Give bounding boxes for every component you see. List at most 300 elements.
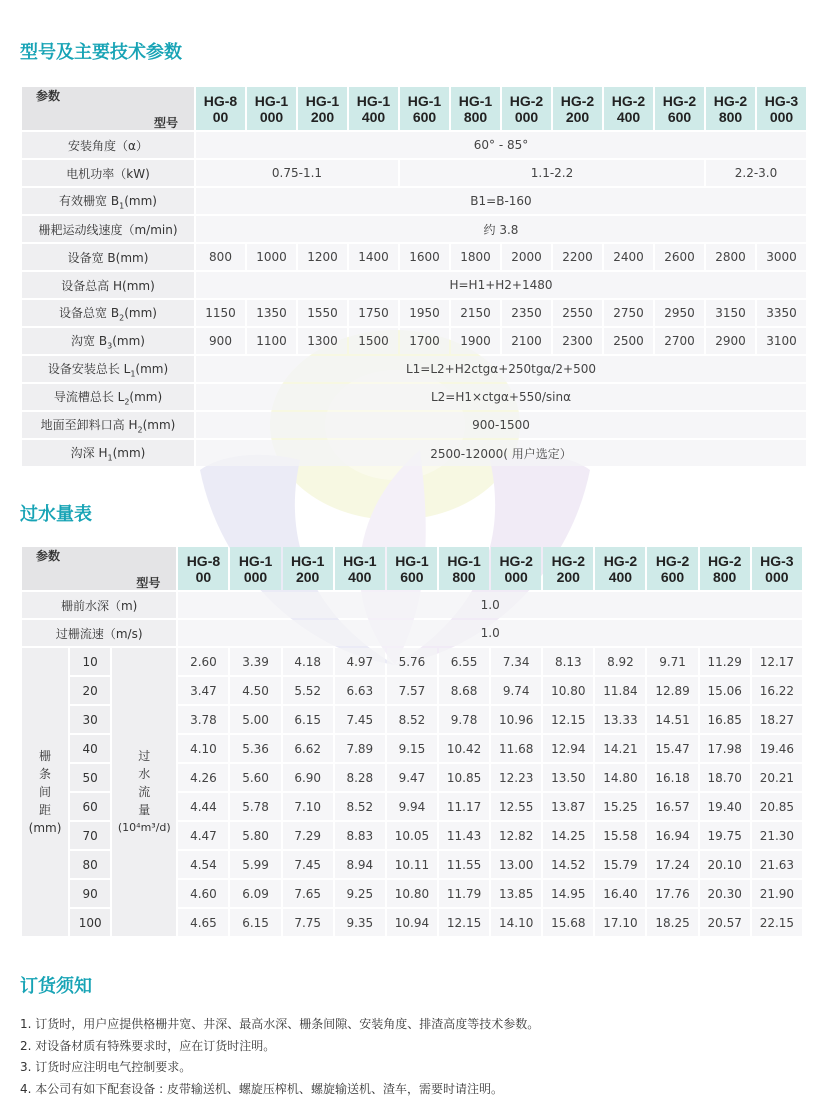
model-name: HG-1000 [254, 92, 289, 125]
row-value: 1.1-2.2 [400, 160, 704, 186]
flow-cell: 20.21 [752, 764, 802, 791]
flow-label-char: 过 [138, 749, 151, 763]
model-header [196, 87, 245, 130]
model-header [655, 87, 704, 130]
model-header [335, 547, 385, 590]
section-title-order: 订货须知 [20, 976, 92, 997]
row-value: 2.2-3.0 [706, 160, 806, 186]
row-label [22, 300, 194, 326]
label-unit: (mm) [124, 193, 157, 208]
row-label [22, 328, 194, 354]
gap-label-char: 距 [39, 803, 52, 817]
gap-value: 60 [70, 793, 110, 820]
flow-cell: 5.80 [230, 822, 280, 849]
flow-cell: 18.25 [647, 909, 697, 936]
flow-cell: 3.47 [178, 677, 228, 704]
flow-label-char: 量 [138, 803, 151, 817]
flow-cell: 11.55 [439, 851, 489, 878]
spec-header-row [22, 87, 806, 130]
flow-cell: 4.54 [178, 851, 228, 878]
row-value: H=H1+H2+1480 [196, 272, 806, 298]
flow-cell: 7.65 [283, 880, 333, 907]
label-text: 沟深 H [70, 445, 108, 460]
flow-cell: 9.35 [335, 909, 385, 936]
flow-cell: 8.52 [335, 793, 385, 820]
row-label [22, 188, 194, 214]
flow-cell: 2.60 [178, 648, 228, 675]
cell: 1100 [247, 328, 296, 354]
flow-cell: 12.15 [439, 909, 489, 936]
flow-cell: 4.97 [335, 648, 385, 675]
note-item: 1. 订货时，用户应提供格栅井宽、井深、最高水深、栅条间隙、安装角度、排渣高度等技术参数。 [20, 1017, 540, 1031]
row-value: L2=H1×ctgα+550/sinα [196, 384, 806, 410]
flow-cell: 12.23 [491, 764, 541, 791]
cell: 1950 [400, 300, 449, 326]
row-speed [22, 216, 806, 242]
cell: 1550 [298, 300, 347, 326]
cell: 2800 [706, 244, 755, 270]
flow-cell: 21.90 [752, 880, 802, 907]
cell: 2000 [502, 244, 551, 270]
flow-cell: 5.76 [387, 648, 437, 675]
cell: 1700 [400, 328, 449, 354]
flow-cell: 9.47 [387, 764, 437, 791]
model-name: HG-1600 [407, 92, 442, 125]
label-sub: 2 [119, 313, 125, 323]
gap-value: 70 [70, 822, 110, 849]
row-angle [22, 132, 806, 158]
flow-cell: 4.26 [178, 764, 228, 791]
gap-value: 20 [70, 677, 110, 704]
model-name: HG-1400 [356, 92, 391, 125]
model-name: HG-1600 [395, 552, 429, 585]
flow-cell: 14.80 [595, 764, 645, 791]
flow-label-char: 流 [138, 785, 151, 799]
row-l2 [22, 384, 806, 410]
flow-cell: 6.15 [283, 706, 333, 733]
spec-table [20, 85, 808, 468]
flow-cell: 14.21 [595, 735, 645, 762]
row-b1 [22, 188, 806, 214]
corner-model-label: 型号 [136, 575, 161, 590]
flow-cell: 10.05 [387, 822, 437, 849]
cell: 2300 [553, 328, 602, 354]
flow-cell: 15.68 [543, 909, 593, 936]
row-label: 栅前水深（m) [22, 592, 176, 618]
flow-cell: 10.80 [387, 880, 437, 907]
row-depth [22, 592, 802, 618]
flow-cell: 11.29 [700, 648, 750, 675]
row-h1 [22, 440, 806, 466]
label-text: 有效栅宽 B [59, 193, 120, 208]
model-name: HG-3000 [760, 552, 794, 585]
model-header [230, 547, 280, 590]
flow-cell: 20.30 [700, 880, 750, 907]
flow-cell: 12.89 [647, 677, 697, 704]
cell: 1150 [196, 300, 245, 326]
model-name: HG-2200 [551, 552, 586, 585]
corner-model-label: 型号 [153, 115, 178, 130]
model-name: HG-1400 [343, 552, 377, 585]
flow-cell: 10.11 [387, 851, 437, 878]
label-unit: (mm) [112, 333, 145, 348]
model-name: HG-1200 [305, 92, 340, 125]
gap-value: 10 [70, 648, 110, 675]
gap-value: 30 [70, 706, 110, 733]
cell: 2150 [451, 300, 500, 326]
cell: 2700 [655, 328, 704, 354]
flow-cell: 4.18 [283, 648, 333, 675]
flow-unit: (10⁴m³/d) [117, 821, 171, 834]
model-header [700, 547, 750, 590]
flow-header-row [22, 547, 802, 590]
flow-cell: 6.62 [283, 735, 333, 762]
flow-cell: 17.24 [647, 851, 697, 878]
row-value: 900-1500 [196, 412, 806, 438]
model-header [706, 87, 755, 130]
cell: 1000 [247, 244, 296, 270]
flow-cell: 16.57 [647, 793, 697, 820]
flow-cell: 13.87 [543, 793, 593, 820]
cell: 2900 [706, 328, 755, 354]
cell: 1750 [349, 300, 398, 326]
note-item: 4. 本公司有如下配套设备 : 皮带输送机、螺旋压榨机、螺旋输送机、渣车，需要时请注明。 [20, 1081, 503, 1096]
flow-cell: 14.25 [543, 822, 593, 849]
corner-cell [22, 87, 194, 130]
gap-label-cell [22, 648, 68, 936]
flow-cell: 17.76 [647, 880, 697, 907]
section-title-specs: 型号及主要技术参数 [20, 42, 182, 63]
flow-cell: 12.17 [752, 648, 802, 675]
cell: 1900 [451, 328, 500, 354]
flow-cell: 7.10 [283, 793, 333, 820]
flow-cell: 4.65 [178, 909, 228, 936]
flow-cell: 7.57 [387, 677, 437, 704]
flow-cell: 13.85 [491, 880, 541, 907]
order-notes [20, 1014, 539, 1100]
flow-cell: 13.33 [595, 706, 645, 733]
gap-label-char: 栅 [39, 749, 52, 763]
row-label [22, 384, 194, 410]
model-header [553, 87, 602, 130]
flow-cell: 16.40 [595, 880, 645, 907]
flow-cell: 12.55 [491, 793, 541, 820]
cell: 1800 [451, 244, 500, 270]
section-title-flow: 过水量表 [20, 504, 92, 525]
cell: 1350 [247, 300, 296, 326]
flow-cell: 10.94 [387, 909, 437, 936]
label-text: 地面至卸料口高 H [40, 417, 138, 432]
row-value: 约 3.8 [196, 216, 806, 242]
flow-cell: 4.44 [178, 793, 228, 820]
flow-cell: 4.60 [178, 880, 228, 907]
row-power [22, 160, 806, 186]
flow-label-cell [112, 648, 176, 936]
gap-value: 40 [70, 735, 110, 762]
cell: 900 [196, 328, 245, 354]
flow-cell: 7.34 [491, 648, 541, 675]
model-name: HG-2000 [499, 552, 533, 585]
flow-cell: 5.52 [283, 677, 333, 704]
row-label [22, 356, 194, 382]
flow-cell: 7.89 [335, 735, 385, 762]
row-b2 [22, 300, 806, 326]
model-header [502, 87, 551, 130]
model-name: HG-1800 [458, 92, 493, 125]
model-name: HG-2400 [603, 552, 638, 585]
gap-label-char: 间 [39, 785, 52, 799]
flow-cell: 16.94 [647, 822, 697, 849]
flow-cell: 17.98 [700, 735, 750, 762]
row-value: 2500-12000( 用户选定） [196, 440, 806, 466]
cell: 2100 [502, 328, 551, 354]
corner-cell [22, 547, 176, 590]
label-sub: 1 [130, 369, 136, 379]
flow-cell: 8.68 [439, 677, 489, 704]
flow-cell: 9.15 [387, 735, 437, 762]
flow-cell: 20.10 [700, 851, 750, 878]
cell: 2200 [553, 244, 602, 270]
flow-cell: 13.50 [543, 764, 593, 791]
flow-cell: 21.30 [752, 822, 802, 849]
cell: 2600 [655, 244, 704, 270]
flow-cell: 9.74 [491, 677, 541, 704]
row-label [22, 440, 194, 466]
flow-cell: 10.42 [439, 735, 489, 762]
cell: 1600 [400, 244, 449, 270]
model-name: HG-2800 [713, 92, 748, 125]
label-sub: 3 [107, 341, 113, 351]
model-name: HG-2600 [655, 552, 690, 585]
flow-cell: 9.25 [335, 880, 385, 907]
flow-cell: 4.10 [178, 735, 228, 762]
model-name: HG-2600 [662, 92, 697, 125]
model-header [757, 87, 806, 130]
flow-cell: 5.36 [230, 735, 280, 762]
flow-cell: 10.85 [439, 764, 489, 791]
flow-cell: 21.63 [752, 851, 802, 878]
flow-cell: 10.80 [543, 677, 593, 704]
model-header [400, 87, 449, 130]
gap-value: 100 [70, 909, 110, 936]
flow-cell: 15.25 [595, 793, 645, 820]
flow-cell: 13.00 [491, 851, 541, 878]
label-text: 设备总宽 B [59, 305, 120, 320]
gap-value: 90 [70, 880, 110, 907]
cell: 3150 [706, 300, 755, 326]
flow-cell: 3.39 [230, 648, 280, 675]
row-label: 栅耙运动线速度（m/min) [22, 216, 194, 242]
flow-cell: 5.00 [230, 706, 280, 733]
gap-label-char: 条 [39, 767, 52, 781]
flow-cell: 10.96 [491, 706, 541, 733]
flow-cell: 14.95 [543, 880, 593, 907]
flow-cell: 16.18 [647, 764, 697, 791]
model-name: HG-1000 [238, 552, 273, 585]
cell: 2550 [553, 300, 602, 326]
cell: 1300 [298, 328, 347, 354]
flow-cell: 11.79 [439, 880, 489, 907]
cell: 3350 [757, 300, 806, 326]
flow-cell: 11.17 [439, 793, 489, 820]
cell: 1200 [298, 244, 347, 270]
cell: 2950 [655, 300, 704, 326]
label-text: 导流槽总长 L [53, 389, 125, 404]
flow-cell: 8.28 [335, 764, 385, 791]
flow-cell: 5.78 [230, 793, 280, 820]
label-unit: (mm) [142, 417, 176, 432]
model-header [349, 87, 398, 130]
label-sub: 1 [107, 453, 113, 463]
flow-cell: 19.75 [700, 822, 750, 849]
label-sub: 2 [124, 397, 130, 407]
flow-cell: 5.99 [230, 851, 280, 878]
model-name: HG-2400 [611, 92, 646, 125]
row-width [22, 244, 806, 270]
model-header [451, 87, 500, 130]
model-header [604, 87, 653, 130]
flow-cell: 19.46 [752, 735, 802, 762]
row-value: 0.75-1.1 [196, 160, 398, 186]
label-text: 沟宽 B [71, 333, 108, 348]
flow-cell: 15.79 [595, 851, 645, 878]
flow-cell: 14.51 [647, 706, 697, 733]
label-unit: (mm) [129, 389, 163, 404]
row-value: B1=B-160 [196, 188, 806, 214]
flow-cell: 11.84 [595, 677, 645, 704]
model-header [543, 547, 593, 590]
flow-cell: 14.52 [543, 851, 593, 878]
model-name: HG-800 [186, 552, 221, 585]
cell: 1400 [349, 244, 398, 270]
row-label [22, 412, 194, 438]
row-label: 设备总高 H(mm) [22, 272, 194, 298]
flow-cell: 8.52 [387, 706, 437, 733]
row-value: 1.0 [178, 592, 802, 618]
model-name: HG-3000 [764, 92, 799, 125]
row-label: 过栅流速（m/s) [22, 620, 176, 646]
flow-cell: 20.85 [752, 793, 802, 820]
flow-cell: 14.10 [491, 909, 541, 936]
model-name: HG-800 [203, 92, 238, 125]
cell: 2500 [604, 328, 653, 354]
flow-cell: 17.10 [595, 909, 645, 936]
label-unit: (mm) [112, 445, 146, 460]
model-header [439, 547, 489, 590]
flow-cell: 8.92 [595, 648, 645, 675]
flow-cell: 12.94 [543, 735, 593, 762]
row-value: 60° - 85° [196, 132, 806, 158]
flow-cell: 7.75 [283, 909, 333, 936]
flow-cell: 8.83 [335, 822, 385, 849]
flow-cell: 6.63 [335, 677, 385, 704]
flow-cell: 12.82 [491, 822, 541, 849]
flow-cell: 12.15 [543, 706, 593, 733]
flow-cell: 3.78 [178, 706, 228, 733]
cell: 1500 [349, 328, 398, 354]
model-header [647, 547, 697, 590]
row-value: L1=L2+H2ctgα+250tgα/2+500 [196, 356, 806, 382]
gap-label-char: (mm) [28, 821, 62, 835]
flow-cell: 18.70 [700, 764, 750, 791]
cell: 2350 [502, 300, 551, 326]
label-sub: 1 [119, 201, 125, 211]
model-name: HG-2200 [560, 92, 595, 125]
cell: 3000 [757, 244, 806, 270]
label-text: 设备安装总长 L [47, 361, 131, 376]
row-label: 设备宽 B(mm) [22, 244, 194, 270]
row-h2 [22, 412, 806, 438]
flow-cell: 9.71 [647, 648, 697, 675]
flow-cell: 9.78 [439, 706, 489, 733]
flow-cell: 8.13 [543, 648, 593, 675]
row-b3 [22, 328, 806, 354]
corner-param-label: 参数 [36, 88, 61, 103]
model-header [298, 87, 347, 130]
model-header [752, 547, 802, 590]
flow-table [20, 545, 804, 938]
model-header [491, 547, 541, 590]
model-header [387, 547, 437, 590]
cell: 800 [196, 244, 245, 270]
model-header [178, 547, 228, 590]
flow-cell: 9.94 [387, 793, 437, 820]
flow-cell: 7.29 [283, 822, 333, 849]
gap-value: 80 [70, 851, 110, 878]
flow-cell: 7.45 [335, 706, 385, 733]
model-header [595, 547, 645, 590]
row-label: 电机功率（kW) [22, 160, 194, 186]
label-sub: 2 [137, 425, 143, 435]
label-unit: (mm) [135, 361, 169, 376]
note-item: 2. 对设备材质有特殊要求时，应在订货时注明。 [20, 1038, 276, 1053]
flow-cell: 11.68 [491, 735, 541, 762]
gap-value: 50 [70, 764, 110, 791]
model-name: HG-1200 [290, 552, 325, 585]
flow-cell: 22.15 [752, 909, 802, 936]
flow-cell: 15.06 [700, 677, 750, 704]
flow-cell: 11.43 [439, 822, 489, 849]
flow-cell: 6.90 [283, 764, 333, 791]
flow-cell: 15.47 [647, 735, 697, 762]
flow-cell: 16.85 [700, 706, 750, 733]
model-name: HG-2000 [509, 92, 544, 125]
corner-param-label: 参数 [36, 548, 61, 563]
row-value: 1.0 [178, 620, 802, 646]
cell: 2750 [604, 300, 653, 326]
flow-cell: 8.94 [335, 851, 385, 878]
flow-cell: 4.50 [230, 677, 280, 704]
model-header [283, 547, 333, 590]
flow-cell: 6.09 [230, 880, 280, 907]
cell: 3100 [757, 328, 806, 354]
row-l1 [22, 356, 806, 382]
model-header [247, 87, 296, 130]
flow-cell: 5.60 [230, 764, 280, 791]
flow-cell: 20.57 [700, 909, 750, 936]
flow-cell: 18.27 [752, 706, 802, 733]
row-label: 安装角度（α） [22, 132, 194, 158]
flow-row [22, 648, 802, 675]
flow-cell: 6.15 [230, 909, 280, 936]
flow-cell: 4.47 [178, 822, 228, 849]
model-name: HG-1800 [447, 552, 481, 585]
row-height [22, 272, 806, 298]
flow-cell: 15.58 [595, 822, 645, 849]
flow-cell: 19.40 [700, 793, 750, 820]
row-velocity [22, 620, 802, 646]
cell: 2400 [604, 244, 653, 270]
